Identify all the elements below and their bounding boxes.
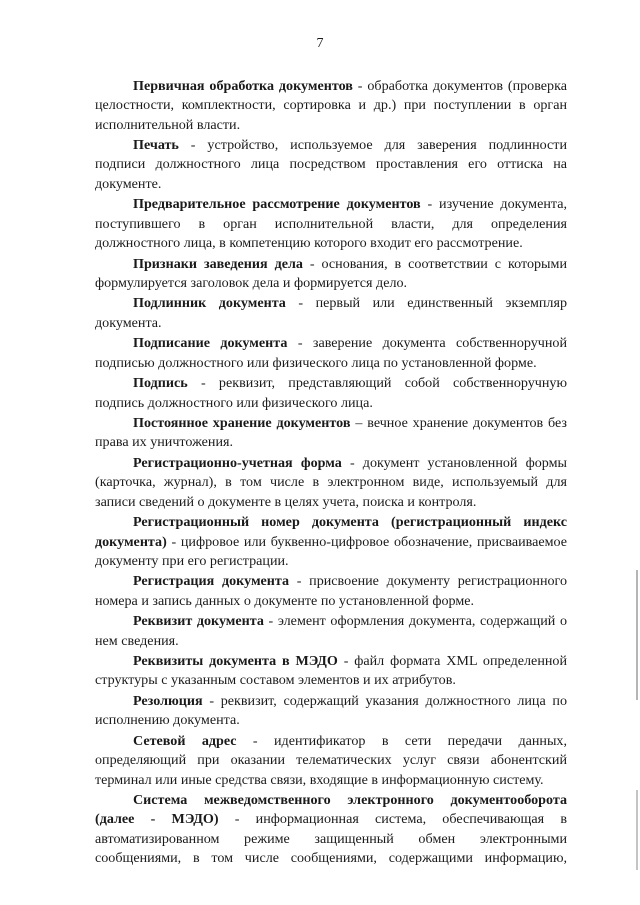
glossary-entry: [95, 374, 567, 414]
glossary-entry: [95, 612, 567, 652]
glossary-term: Реквизит документа: [133, 613, 264, 630]
scan-edge-mark: [636, 570, 638, 700]
glossary-term: Предварительное рассмотрение документов: [133, 196, 421, 213]
glossary-term: Печать: [133, 137, 179, 154]
glossary-entry: [95, 255, 567, 295]
glossary-entry: [95, 77, 567, 136]
glossary-entry: [95, 334, 567, 374]
glossary-entry: [95, 652, 567, 692]
glossary-definition: - идентификатор в сети передачи данных, определяющий при оказании телематических услуг связи абонентский терминал или иные средства связи, входящие в информационную систему.: [95, 732, 567, 788]
glossary-term: Регистрация документа: [133, 573, 290, 590]
glossary-definition: - заверение документа собственноручной подписью должностного или физического лица по установленной форме.: [95, 335, 567, 371]
glossary-entry: [95, 513, 567, 572]
glossary-entry: [95, 572, 567, 612]
glossary-definition: - элемент оформления документа, содержащий о нем сведения.: [95, 613, 567, 649]
glossary-entry: [95, 294, 567, 334]
glossary-term: Система межведомственного электронного документооборота (далее - МЭДО): [95, 792, 567, 828]
glossary-term: Реквизиты документа в МЭДО: [133, 653, 338, 670]
glossary-definition: - обработка документов (проверка целостности, комплектности, сортировка и др.) при поступлении в орган исполнительной власти.: [95, 78, 567, 133]
glossary-definition: - первый или единственный экземпляр документа.: [95, 295, 567, 331]
glossary-term: Подписание документа: [133, 335, 288, 352]
glossary-definition: - изучение документа, поступившего в орган исполнительной власти, для определения должностного лица, в компетенцию которого входит его рассмотрение.: [95, 196, 567, 251]
glossary-entry: [95, 732, 567, 791]
glossary-entry: [95, 791, 567, 869]
glossary-definition: - реквизит, содержащий указания должностного лица по исполнению документа.: [95, 693, 567, 729]
glossary-definition: - реквизит, представляющий собой собственноручную подпись должностного или физического лица.: [95, 375, 567, 411]
glossary-entry: [95, 414, 567, 454]
glossary-entry: [95, 195, 567, 254]
glossary-definition: - основания, в соответствии с которыми формулируется заголовок дела и формируется дело.: [95, 255, 567, 291]
glossary-definition: – вечное хранение документов без права их уничтожения.: [95, 415, 567, 451]
glossary-body: [95, 77, 567, 870]
scan-edge-mark: [636, 790, 638, 870]
glossary-entry: [95, 454, 567, 513]
glossary-term: Признаки заведения дела: [133, 255, 303, 272]
glossary-term: Сетевой адрес: [133, 732, 237, 749]
glossary-entry: [95, 692, 567, 732]
glossary-definition: - файл формата XML определенной структуры с указанным составом элементов и их атрибутов.: [95, 653, 567, 689]
glossary-term: Постоянное хранение документов: [133, 415, 351, 432]
glossary-definition: - устройство, используемое для заверения подлинности подписи должностного лица посредством проставления его оттиска на документе.: [95, 137, 567, 192]
glossary-definition: - информационная система, обеспечивающая в автоматизированном режиме защищенный обмен электронными сообщениями, в том числе сообщениями, содержащими информацию,: [95, 811, 567, 867]
glossary-term: Регистрационно-учетная форма: [133, 455, 342, 472]
glossary-definition: - присвоение документу регистрационного номера и запись данных о документе по установленной форме.: [95, 573, 568, 609]
glossary-term: Регистрационный номер документа (регистрационный индекс документа): [95, 514, 567, 550]
page-number: 7: [316, 36, 324, 51]
glossary-entry: [95, 136, 567, 195]
glossary-definition: - цифровое или буквенно-цифровое обозначение, присваиваемое документу при его регистрации.: [95, 533, 567, 569]
glossary-term: Подлинник документа: [133, 295, 286, 312]
glossary-term: Первичная обработка документов: [133, 78, 353, 94]
glossary-definition: - документ установленной формы (карточка, журнал), в том числе в электронном виде, используемый для записи сведений о документе в целях учета, поиска и контроля.: [95, 455, 567, 510]
glossary-term: Резолюция: [133, 693, 203, 710]
glossary-term: Подпись: [133, 375, 188, 392]
